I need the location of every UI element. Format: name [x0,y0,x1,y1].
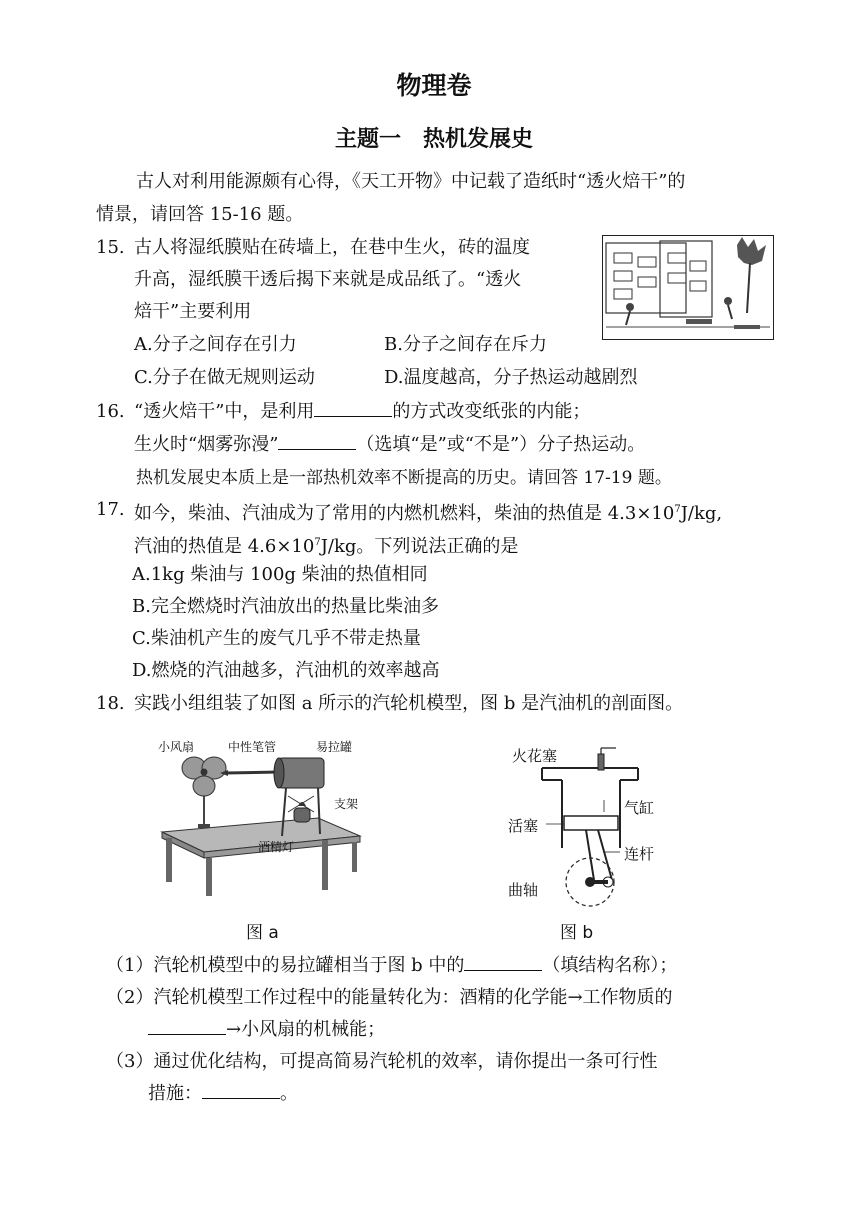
q16-blank-2[interactable] [278,433,356,450]
q18-sub-1 [106,954,677,978]
q18-blank-1[interactable] [464,954,542,971]
label-can: 易拉罐 [316,740,353,754]
q18-number: 18. [96,693,125,714]
q17-option-d: D.燃烧的汽油越多，汽油机的效率越高 [132,660,440,681]
q18-sub-3-end: 。 [280,1083,298,1104]
label-piston: 活塞 [508,817,539,835]
q18-sub-3-line-2 [148,1082,298,1106]
intro-line-1: 古人对利用能源颇有心得，《天工开物》中记载了造纸时“透火焙干”的 [136,171,686,192]
q17-exponent-1: 7 [674,504,681,515]
label-small-fan: 小风扇 [158,740,195,754]
figure-b-caption: 图 b [560,923,594,943]
q16-line-2-start: 生火时“烟雾弥漫” [134,434,279,455]
q18-sub-2-line-2 [148,1018,385,1042]
q16-line-1-start: “透火焙干”中，是利用 [134,401,315,422]
q17-line-2-end: J/kg。下列说法正确的是 [320,536,519,557]
label-spark-plug: 火花塞 [512,747,558,765]
q18-blank-3[interactable] [202,1082,280,1099]
q17-line-2 [134,531,518,559]
q18-sub-1-start: （1）汽轮机模型中的易拉罐相当于图 b 中的 [106,955,465,976]
label-alcohol-lamp: 酒精灯 [258,840,295,854]
q15-option-d: D.温度越高，分子热运动越剧烈 [384,367,638,388]
q17-option-c: C.柴油机产生的废气几乎不带走热量 [132,628,421,649]
label-crankshaft: 曲轴 [508,881,539,899]
q17-option-b: B.完全燃烧时汽油放出的热量比柴油多 [132,596,439,617]
intro-2: 热机发展史本质上是一部热机效率不断提高的历史。请回答 17-19 题。 [136,468,672,488]
label-pen-tube: 中性笔管 [228,740,277,754]
label-cylinder: 气缸 [624,799,655,817]
q18-line-1: 实践小组组装了如图 a 所示的汽轮机模型，图 b 是汽油机的剖面图。 [134,693,684,714]
q16-line-2 [134,433,645,457]
q17-line-1-start: 如今，柴油、汽油成为了常用的内燃机燃料，柴油的热值是 4.3×10 [134,503,675,524]
topic-title: 主题一 热机发展史 [334,127,533,152]
q18-blank-2[interactable] [148,1018,226,1035]
q15-line-2: 升高，湿纸膜干透后揭下来就是成品纸了。“透火 [134,269,522,290]
q15-option-c: C.分子在做无规则运动 [134,367,315,388]
paper-drying-illustration [602,235,774,340]
label-stand: 支架 [334,797,359,811]
figure-b-engine-section [520,740,670,915]
q18-sub-3-start: 措施： [148,1083,202,1104]
q18-sub-2-line-1: （2）汽轮机模型工作过程中的能量转化为：酒精的化学能→工作物质的 [106,987,673,1008]
q15-number: 15. [96,237,125,258]
page-title: 物理卷 [396,71,472,100]
q15-option-a: A.分子之间存在引力 [134,334,297,355]
q17-line-1 [134,498,722,526]
q17-line-1-end: J/kg, [680,503,723,524]
q18-sub-2-end: →小风扇的机械能； [226,1019,386,1040]
q16-number: 16. [96,401,125,422]
q15-line-1: 古人将湿纸膜贴在砖墙上，在巷中生火，砖的温度 [134,237,530,258]
q16-line-1-end: 的方式改变纸张的内能； [392,401,591,422]
q16-line-1 [134,400,590,424]
q18-sub-1-end: （填结构名称）； [542,955,678,976]
q16-blank-1[interactable] [314,400,392,417]
label-connecting-rod: 连杆 [624,845,655,863]
q18-sub-3-line-1: （3）通过优化结构，可提高简易汽轮机的效率，请你提出一条可行性 [106,1051,658,1072]
q17-option-a: A.1kg 柴油与 100g 柴油的热值相同 [132,564,428,585]
q17-line-2-start: 汽油的热值是 4.6×10 [134,536,315,557]
figure-a-caption: 图 a [246,923,279,943]
q16-line-2-end: （选填“是”或“不是”）分子热运动。 [356,434,646,455]
q17-exponent-2: 7 [314,537,321,548]
intro-line-2: 情景，请回答 15-16 题。 [96,204,304,225]
figure-a-turbine-model [148,740,378,900]
q15-line-3: 焙干”主要利用 [134,301,252,322]
q17-number: 17. [96,499,125,520]
q15-option-b: B.分子之间存在斥力 [384,334,547,355]
